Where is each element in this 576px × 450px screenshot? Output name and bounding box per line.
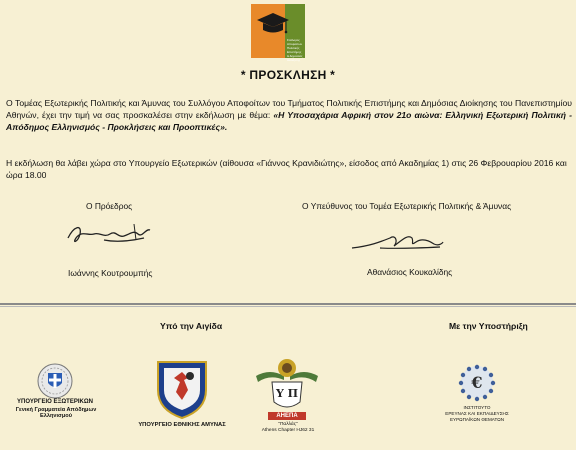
event-details: Η εκδήλωση θα λάβει χώρα στο Υπουργείο Εξωτερικών (αίθουσα «Γιάννος Κρανιδιώτης», είσοδος από Ακαδημίας 1) στις 26 Φεβρουαρίου 2016 και ώρα 18.00 <box>6 158 567 180</box>
head-of-sector-name: Αθανάσιος Κουκαλίδης <box>367 267 453 277</box>
greek-coat-of-arms-icon <box>37 363 73 399</box>
mfa-caption-ministry: ΥΠΟΥΡΓΕΙΟ ΕΞΩΤΕΡΙΚΩΝ <box>17 399 93 405</box>
president-signature-image <box>64 220 156 250</box>
defense-caption: ΥΠΟΥΡΓΕΙΟ ΕΘΝΙΚΗΣ ΑΜΥΝΑΣ <box>138 422 226 428</box>
ahepa-emblem-icon <box>254 354 320 416</box>
head-of-sector-title: Ο Υπεύθυνος του Τομέα Εξωτερικής Πολιτικής & Άμυνας <box>302 201 512 211</box>
svg-text:€: € <box>471 373 483 392</box>
invitation-title: * ΠΡΟΣΚΛΗΣΗ * <box>240 68 336 82</box>
president-title: Ο Πρόεδρος <box>86 201 133 211</box>
mfa-caption-secretariat: Γενική Γραμματεία Απόδημων Ελληνισμού <box>15 407 97 419</box>
defense-shield-icon <box>154 358 210 420</box>
institute-caption-line1: ΙΝΣΤΙΤΟΥΤΟ <box>463 405 491 410</box>
graduation-cap-icon <box>253 10 293 38</box>
invitation-body-text: Ο Τομέας Εξωτερικής Πολιτικής και Άμυνας του Συλλόγου Αποφοίτων του Τμήματος Πολιτικής Επιστήμης και Δημόσιας Διοίκησης του Πανεπιστημίου Αθηνών, έχει την τιμή να σας προσκαλέσει στην εκδήλωση με θέμα: <box>6 98 572 120</box>
ahepa-caption-name: "Παλλάς" <box>278 422 298 427</box>
association-logo <box>251 4 305 62</box>
section-divider <box>0 303 576 305</box>
institute-caption-line2: ΕΡΕΥΝΑΣ ΚΑΙ ΕΚΠΑΙΔΕΥΣΗΣ <box>445 411 509 416</box>
ahepa-caption-chapter: Athens Chapter HJ62 31 <box>261 428 315 433</box>
president-name: Ιωάννης Κουτρουμπής <box>68 268 153 278</box>
logo-caption: Σύλλογος Αποφοίτων Πολιτικής Επιστήμης & Δημόσιας Διοίκησης <box>287 38 303 62</box>
svg-text:Υ Π: Υ Π <box>275 387 299 400</box>
ahepa-label: ΑΗΕΠΑ <box>268 412 306 420</box>
support-heading: Με την Υποστήριξη <box>449 321 528 331</box>
event-topic: «Η Υποσαχάρια Αφρική στον 21ο αιώνα: Ελληνική Εξωτερική Πολιτική - Απόδημος Ελληνισμός - Προκλήσεις και Προοπτικές». <box>6 110 572 132</box>
head-of-sector-signature-image <box>350 228 445 252</box>
section-divider-thin <box>0 306 576 307</box>
institute-caption-line3: ΕΥΡΩΠΑΪΚΩΝ ΘΕΜΑΤΩΝ <box>449 417 505 422</box>
institute-euro-emblem-icon <box>454 362 500 402</box>
invitation-body <box>6 97 572 133</box>
aegis-heading: Υπό την Αιγίδα <box>160 321 223 331</box>
